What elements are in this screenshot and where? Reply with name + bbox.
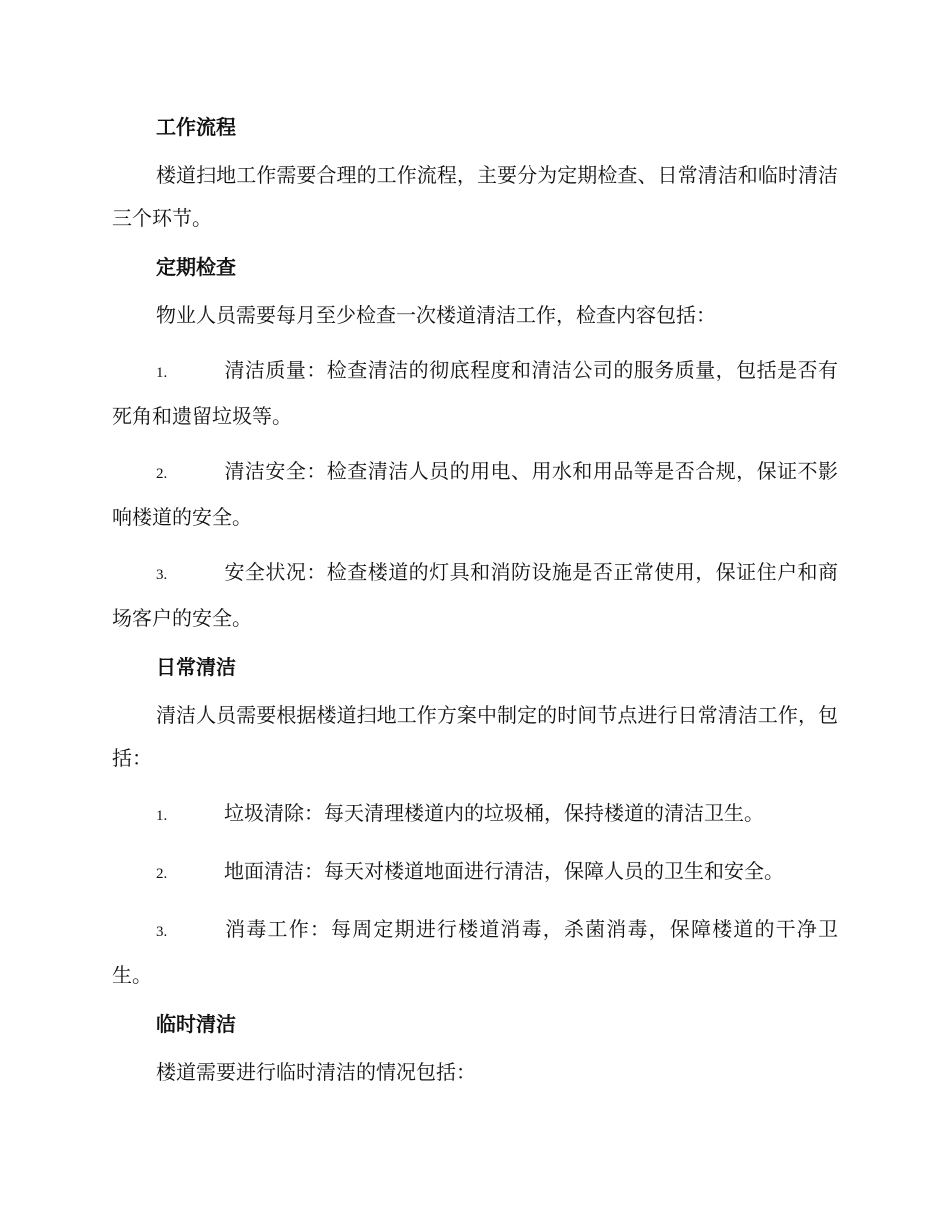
list-item-text: 清洁质量：检查清洁的彻底程度和清洁公司的服务质量，包括是否有死角和遗留垃圾等。 [112, 358, 838, 428]
list-number: 2. [156, 866, 168, 882]
list-item [112, 850, 838, 896]
list-item-text: 消毒工作：每周定期进行楼道消毒，杀菌消毒，保障楼道的干净卫生。 [112, 917, 838, 987]
list-number: 3. [156, 567, 168, 583]
list-number: 1. [156, 365, 168, 381]
inspection-intro: 物业人员需要每月至少检查一次楼道清洁工作，检查内容包括： [156, 303, 716, 327]
list-number: 1. [156, 808, 168, 824]
list-item-text: 地面清洁：每天对楼道地面进行清洁，保障人员的卫生和安全。 [224, 859, 784, 883]
workflow-paragraph: 楼道扫地工作需要合理的工作流程，主要分为定期检查、日常清洁和临时清洁三个环节。 [112, 163, 838, 230]
list-number: 2. [156, 466, 168, 482]
list-number: 3. [156, 924, 168, 940]
list-item [112, 450, 838, 539]
document-page [112, 100, 838, 1106]
list-item [112, 792, 838, 838]
section-heading-inspection: 定期检查 [156, 255, 236, 279]
list-item-text: 垃圾清除：每天清理楼道内的垃圾桶，保持楼道的清洁卫生。 [224, 801, 764, 825]
list-item [112, 551, 838, 640]
section-heading-daily: 日常清洁 [156, 655, 236, 679]
list-item [112, 349, 838, 438]
list-item-text: 清洁安全：检查清洁人员的用电、用水和用品等是否合规，保证不影响楼道的安全。 [112, 459, 838, 529]
section-heading-workflow: 工作流程 [156, 115, 236, 139]
list-item-text: 安全状况：检查楼道的灯具和消防设施是否正常使用，保证住户和商场客户的安全。 [112, 560, 838, 630]
temporary-intro: 楼道需要进行临时清洁的情况包括： [156, 1060, 476, 1084]
daily-intro: 清洁人员需要根据楼道扫地工作方案中制定的时间节点进行日常清洁工作，包括： [112, 703, 838, 770]
list-item [112, 908, 838, 997]
section-heading-temporary: 临时清洁 [156, 1012, 236, 1036]
